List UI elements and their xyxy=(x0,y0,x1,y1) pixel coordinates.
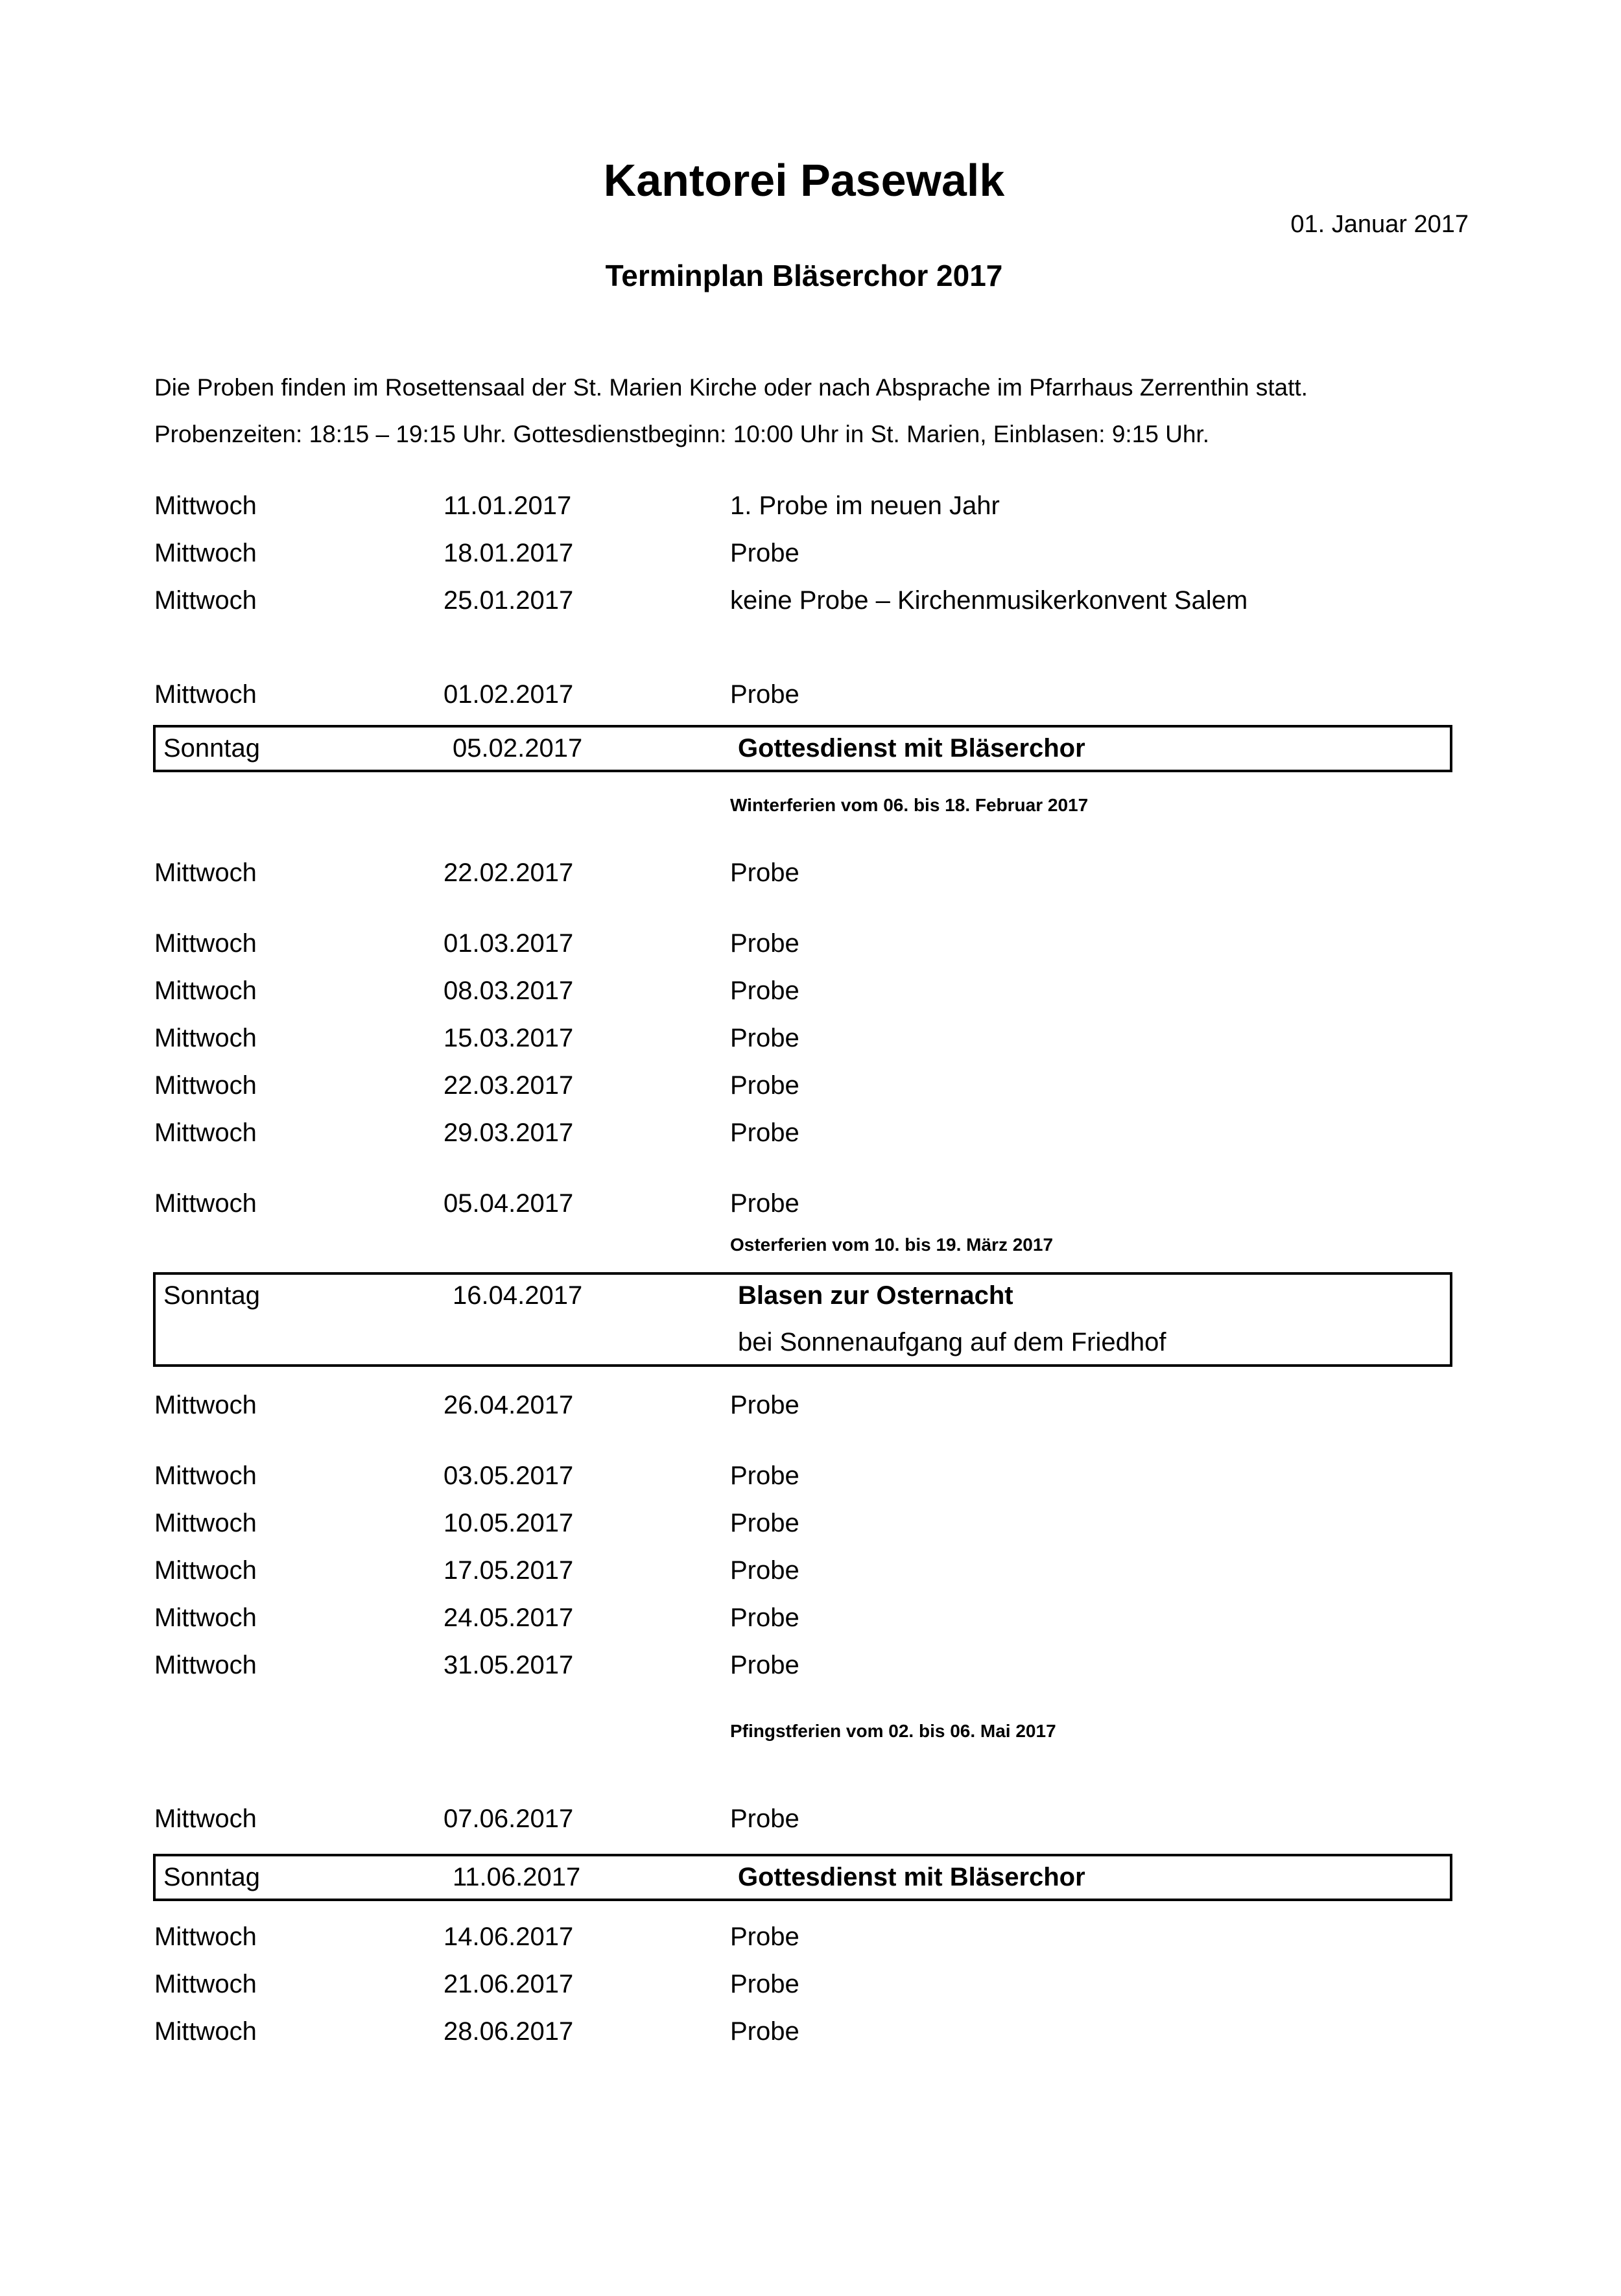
schedule-row xyxy=(0,1391,1621,1430)
row-day: Mittwoch xyxy=(154,1189,257,1218)
row-date: 31.05.2017 xyxy=(444,1651,574,1679)
row-date: 03.05.2017 xyxy=(444,1462,574,1490)
row-day: Mittwoch xyxy=(154,929,257,958)
row-date: 26.04.2017 xyxy=(444,1391,574,1419)
row-day: Mittwoch xyxy=(154,586,257,615)
row-event: Probe xyxy=(730,1189,799,1218)
service-row-box xyxy=(153,725,1452,772)
schedule-row xyxy=(0,1651,1621,1690)
row-date: 08.03.2017 xyxy=(444,976,574,1005)
row-day: Mittwoch xyxy=(154,1805,257,1833)
row-day: Mittwoch xyxy=(154,1071,257,1100)
schedule-row xyxy=(0,2017,1621,2056)
row-day: Mittwoch xyxy=(154,1462,257,1490)
row-date: 07.06.2017 xyxy=(444,1805,574,1833)
schedule-row xyxy=(0,539,1621,578)
schedule-row xyxy=(0,858,1621,897)
row-event: Probe xyxy=(730,1462,799,1490)
row-event: Probe xyxy=(730,858,799,887)
intro-line-1: Die Proben finden im Rosettensaal der St. Marien Kirche oder nach Absprache im Pfarrhaus Zerrenthin statt. xyxy=(154,374,1308,401)
schedule-row xyxy=(0,491,1621,530)
row-event: keine Probe – Kirchenmusikerkonvent Salem xyxy=(730,586,1248,615)
schedule-row xyxy=(0,1024,1621,1063)
row-day: Mittwoch xyxy=(154,1970,257,1998)
row-day: Mittwoch xyxy=(154,1556,257,1585)
schedule-row xyxy=(0,1071,1621,1110)
row-date: 24.05.2017 xyxy=(444,1604,574,1632)
schedule-row xyxy=(0,1509,1621,1548)
row-event: Probe xyxy=(730,929,799,958)
holiday-note-pentecost: Pfingstferien vom 02. bis 06. Mai 2017 xyxy=(730,1721,1056,1741)
schedule-row xyxy=(0,976,1621,1015)
row-day: Mittwoch xyxy=(154,976,257,1005)
holiday-note-winter: Winterferien vom 06. bis 18. Februar 2017 xyxy=(730,795,1089,815)
row-event: Probe xyxy=(730,976,799,1005)
row-event: Probe xyxy=(730,1923,799,1951)
row-date: 11.01.2017 xyxy=(444,491,572,520)
row-event: Blasen zur Osternacht xyxy=(738,1281,1013,1310)
row-event: Probe xyxy=(730,1024,799,1052)
row-date: 18.01.2017 xyxy=(444,539,574,567)
schedule-row xyxy=(0,586,1621,625)
row-event: Gottesdienst mit Bläserchor xyxy=(738,734,1085,763)
row-date: 22.02.2017 xyxy=(444,858,574,887)
page-subtitle: Terminplan Bläserchor 2017 xyxy=(605,259,1003,292)
row-event: Probe xyxy=(730,1556,799,1585)
row-day: Mittwoch xyxy=(154,858,257,887)
row-day: Sonntag xyxy=(163,1281,261,1310)
row-day: Mittwoch xyxy=(154,491,257,520)
row-day: Mittwoch xyxy=(154,1604,257,1632)
row-day: Mittwoch xyxy=(154,680,257,709)
row-date: 05.02.2017 xyxy=(453,734,583,763)
schedule-row xyxy=(0,1970,1621,2009)
row-day: Sonntag xyxy=(163,734,261,763)
row-event: Probe xyxy=(730,1805,799,1833)
row-date: 11.06.2017 xyxy=(453,1863,581,1891)
row-date: 05.04.2017 xyxy=(444,1189,574,1218)
row-day: Mittwoch xyxy=(154,2017,257,2046)
row-date: 16.04.2017 xyxy=(453,1281,583,1310)
row-event: Probe xyxy=(730,2017,799,2046)
schedule-row xyxy=(0,680,1621,719)
schedule-row xyxy=(0,1462,1621,1500)
schedule-row xyxy=(0,1923,1621,1961)
row-event: Probe xyxy=(730,680,799,709)
page-title: Kantorei Pasewalk xyxy=(603,155,1005,206)
row-date: 29.03.2017 xyxy=(444,1118,574,1147)
row-event: Probe xyxy=(730,1118,799,1147)
row-event: Probe xyxy=(730,1604,799,1632)
row-day: Mittwoch xyxy=(154,1391,257,1419)
intro-line-2: Probenzeiten: 18:15 – 19:15 Uhr. Gottesdienstbeginn: 10:00 Uhr in St. Marien, Einblasen: 9:15 Uhr. xyxy=(154,421,1209,447)
row-event: 1. Probe im neuen Jahr xyxy=(730,491,1000,520)
row-date: 17.05.2017 xyxy=(444,1556,574,1585)
row-event: Gottesdienst mit Bläserchor xyxy=(738,1863,1085,1891)
row-event: Probe xyxy=(730,539,799,567)
row-day: Mittwoch xyxy=(154,539,257,567)
row-day: Mittwoch xyxy=(154,1923,257,1951)
service-row-box xyxy=(153,1854,1452,1901)
row-event: Probe xyxy=(730,1391,799,1419)
row-event: Probe xyxy=(730,1071,799,1100)
schedule-row xyxy=(0,1189,1621,1228)
row-event: Probe xyxy=(730,1651,799,1679)
row-event: Probe xyxy=(730,1509,799,1537)
row-date: 10.05.2017 xyxy=(444,1509,574,1537)
row-event-detail: bei Sonnenaufgang auf dem Friedhof xyxy=(738,1328,1166,1356)
row-date: 22.03.2017 xyxy=(444,1071,574,1100)
row-day: Mittwoch xyxy=(154,1024,257,1052)
service-row-box xyxy=(153,1272,1452,1367)
row-date: 25.01.2017 xyxy=(444,586,574,615)
schedule-row xyxy=(0,1604,1621,1642)
holiday-note-easter: Osterferien vom 10. bis 19. März 2017 xyxy=(730,1235,1054,1255)
row-date: 28.06.2017 xyxy=(444,2017,574,2046)
row-date: 21.06.2017 xyxy=(444,1970,574,1998)
schedule-row xyxy=(0,929,1621,968)
row-date: 01.02.2017 xyxy=(444,680,574,709)
row-day: Mittwoch xyxy=(154,1509,257,1537)
row-date: 01.03.2017 xyxy=(444,929,574,958)
row-day: Sonntag xyxy=(163,1863,261,1891)
row-event: Probe xyxy=(730,1970,799,1998)
row-date: 15.03.2017 xyxy=(444,1024,574,1052)
row-day: Mittwoch xyxy=(154,1651,257,1679)
schedule-row xyxy=(0,1556,1621,1595)
row-day: Mittwoch xyxy=(154,1118,257,1147)
document-date: 01. Januar 2017 xyxy=(1290,211,1469,238)
row-date: 14.06.2017 xyxy=(444,1923,574,1951)
schedule-row xyxy=(0,1118,1621,1157)
schedule-row xyxy=(0,1805,1621,1843)
